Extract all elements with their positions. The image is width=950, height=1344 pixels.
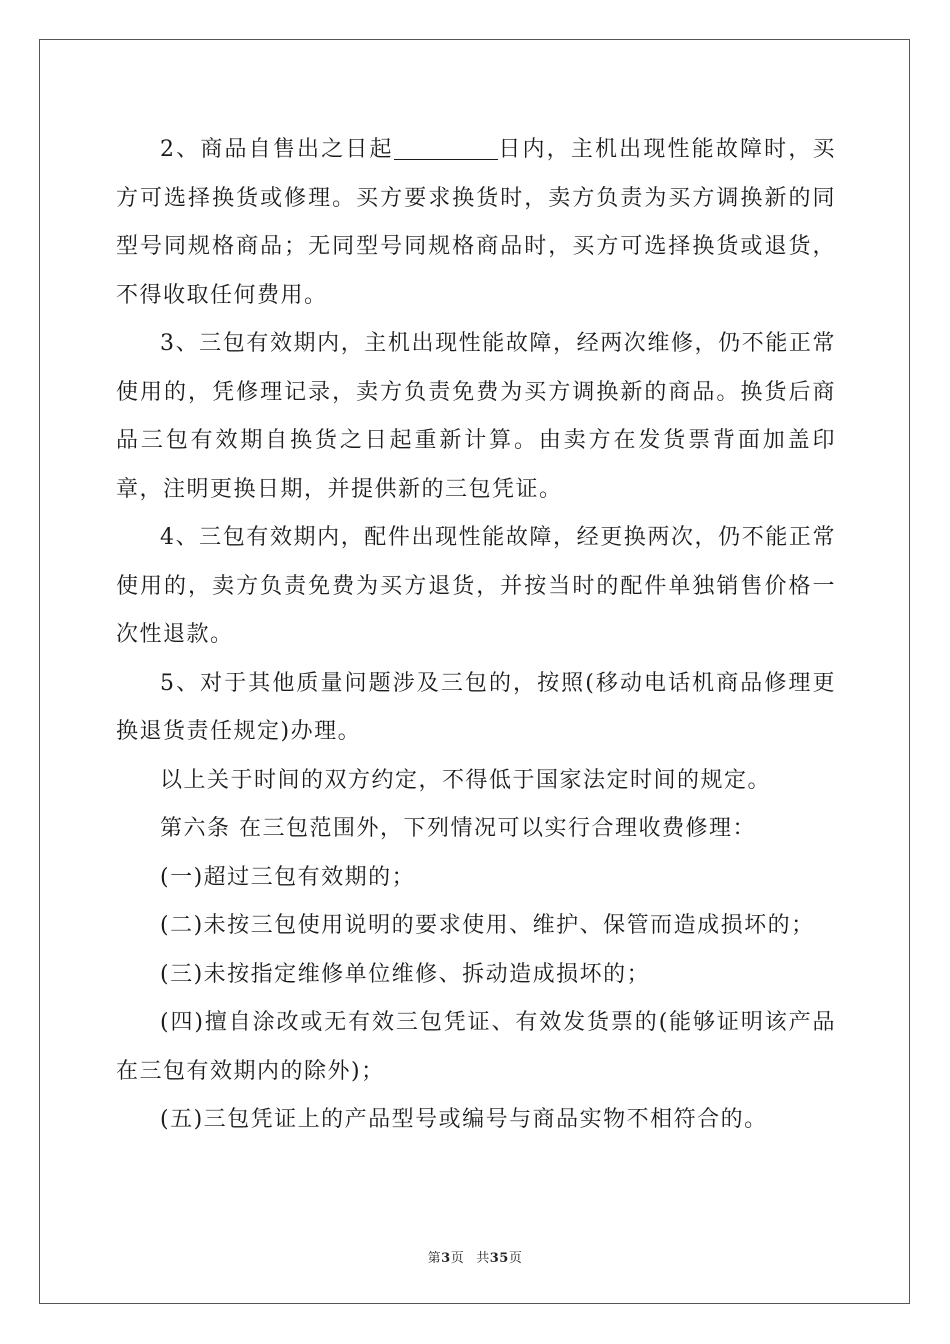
page-prefix: 第 bbox=[427, 1251, 442, 1266]
fill-in-blank bbox=[394, 137, 498, 160]
page-footer bbox=[0, 1247, 950, 1266]
total-prefix: 共 bbox=[476, 1251, 490, 1266]
paragraph-case-1: (一)超过三包有效期的； bbox=[160, 864, 416, 890]
paragraph-time-note: 以上关于时间的双方约定，不得低于国家法定时间的规定。 bbox=[160, 767, 772, 793]
paragraph-article-6: 第六条 在三包范围外，下列情况可以实行合理收费修理： bbox=[160, 816, 756, 841]
total-pages: 35 bbox=[489, 1251, 509, 1266]
document-body bbox=[116, 126, 836, 1145]
paragraph-item-4: 4、三包有效期内，配件出现性能故障，经更换两次，仍不能正常使用的，卖方负责免费为买方退货，并按当时的配件单独销售价格一次性退款。 bbox=[116, 525, 836, 647]
paragraph-case-4: (四)擅自涂改或无有效三包凭证、有效发货票的(能够证明该产品在三包有效期内的除外)； bbox=[116, 1010, 836, 1084]
paragraph-item-5: 5、对于其他质量问题涉及三包的，按照(移动电话机商品修理更换退货责任规定)办理。 bbox=[116, 670, 836, 744]
paragraph-case-5: (五)三包凭证上的产品型号或编号与商品实物不相符合的。 bbox=[160, 1107, 768, 1132]
page-suffix: 页 bbox=[450, 1251, 465, 1266]
paragraph-case-2: (二)未按三包使用说明的要求使用、维护、保管而造成损坏的； bbox=[160, 913, 815, 938]
page-number: 3 bbox=[441, 1251, 451, 1266]
paragraph-item-3: 3、三包有效期内，主机出现性能故障，经两次维修，仍不能正常使用的，凭修理记录，卖方负责免费为买方调换新的商品。换货后商品三包有效期自换货之日起重新计算。由卖方在发货票背面加盖印章，注明更换日期，并提供新的三包凭证。 bbox=[116, 331, 836, 502]
paragraph-case-3: (三)未按指定维修单位维修、拆动造成损坏的； bbox=[160, 961, 651, 987]
paragraph-text: 日内，主机出现性能故障时，买方可选择换货或修理。买方要求换货时，卖方负责为买方调换新的同型号同规格商品；无同型号同规格商品时，买方可选择换货或退货，不得收取任何费用。 bbox=[116, 137, 836, 308]
total-suffix: 页 bbox=[508, 1251, 523, 1266]
paragraph-item-2 bbox=[116, 126, 836, 320]
paragraph-text: 2、商品自售出之日起 bbox=[160, 137, 394, 162]
